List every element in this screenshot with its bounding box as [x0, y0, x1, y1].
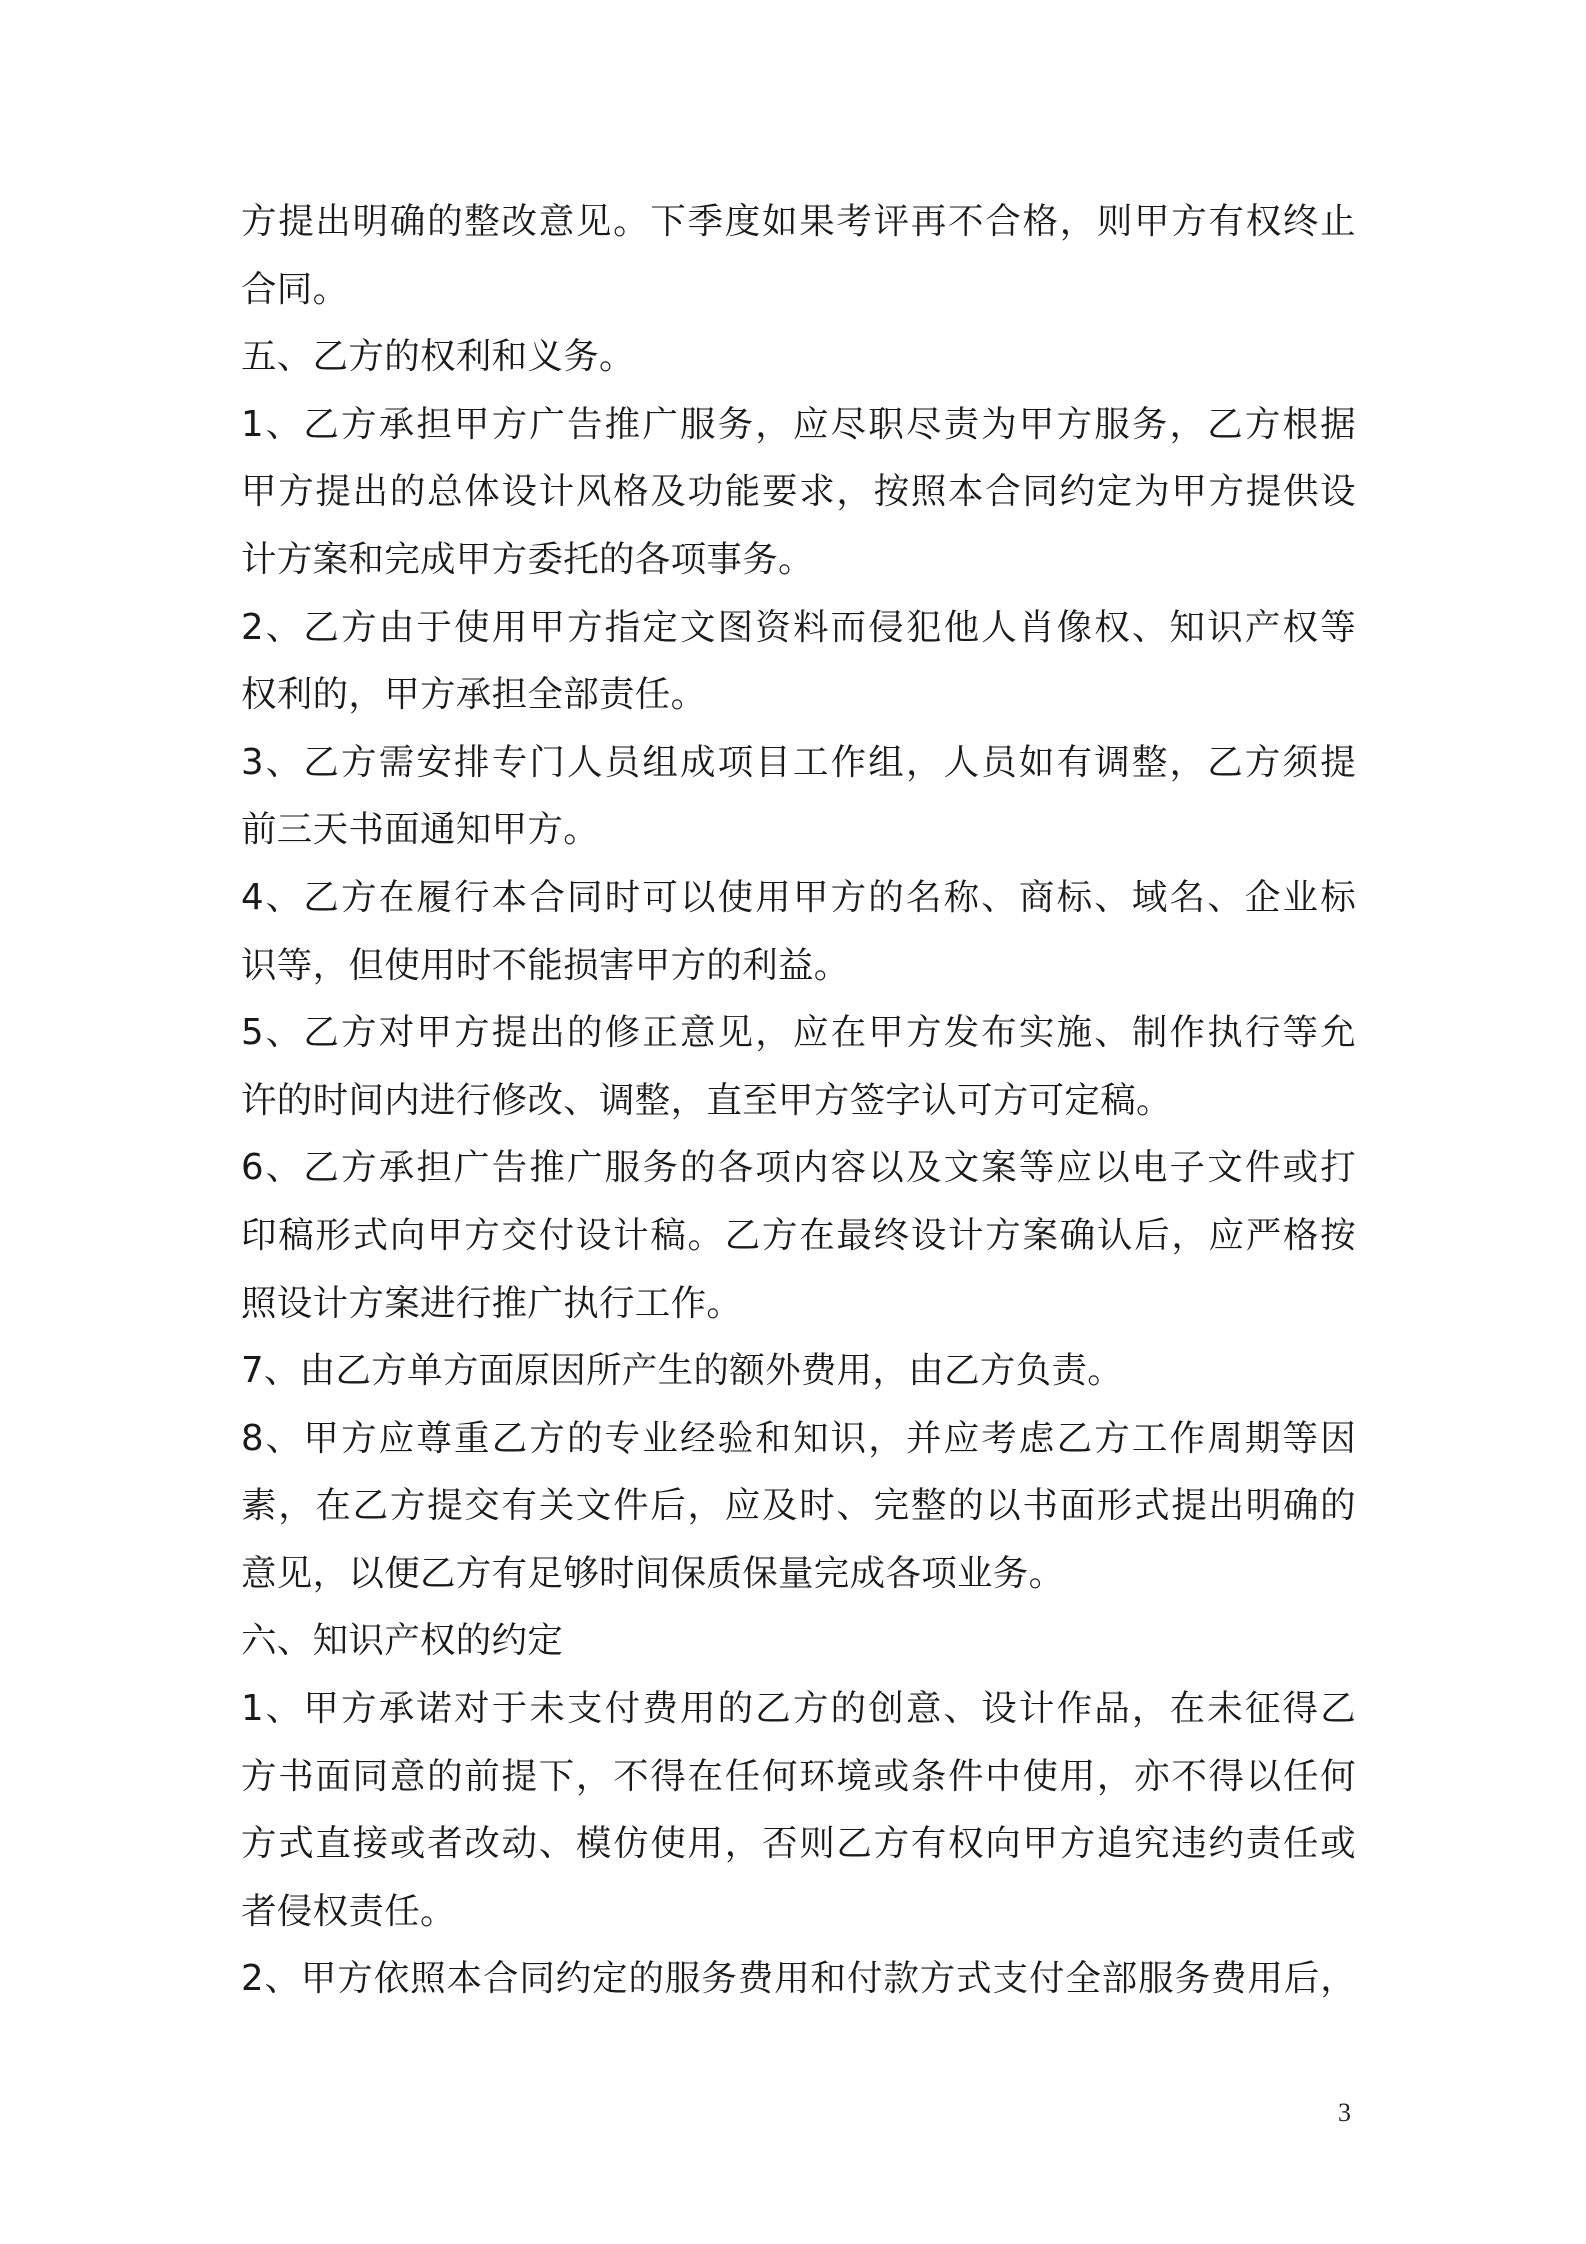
text-line: 1、乙方承担甲方广告推广服务，应尽职尽责为甲方服务，乙方根据	[241, 403, 1356, 445]
text-line: 4、乙方在履行本合同时可以使用甲方的名称、商标、域名、企业标	[241, 876, 1356, 918]
text-line: 者侵权责任。	[241, 1890, 456, 1932]
text-line: 方提出明确的整改意见。下季度如果考评再不合格，则甲方有权终止	[241, 201, 1356, 242]
section-heading: 五、乙方的权利和义务。	[241, 336, 635, 378]
text-line: 权利的，甲方承担全部责任。	[241, 674, 707, 716]
text-line: 识等，但使用时不能损害甲方的利益。	[241, 944, 850, 986]
text-line: 6、乙方承担广告推广服务的各项内容以及文案等应以电子文件或打	[241, 1147, 1356, 1189]
text-line: 5、乙方对甲方提出的修正意见，应在甲方发布实施、制作执行等允	[241, 1012, 1356, 1054]
text-line: 计方案和完成甲方委托的各项事务。	[241, 538, 814, 580]
section-heading: 六、知识产权的约定	[241, 1620, 564, 1662]
text-line: 2、乙方由于使用甲方指定文图资料而侵犯他人肖像权、知识产权等	[241, 606, 1356, 648]
text-line: 合同。	[241, 268, 349, 310]
text-line: 许的时间内进行修改、调整，直至甲方签字认可方可定稿。	[241, 1079, 1172, 1121]
text-line: 素，在乙方提交有关文件后，应及时、完整的以书面形式提出明确的	[241, 1485, 1356, 1527]
text-line: 方式直接或者改动、模仿使用，否则乙方有权向甲方追究违约责任或	[241, 1823, 1356, 1865]
text-line: 7、由乙方单方面原因所产生的额外费用，由乙方负责。	[241, 1350, 1124, 1392]
text-line: 前三天书面通知甲方。	[241, 809, 600, 851]
text-line: 方书面同意的前提下，不得在任何环境或条件中使用，亦不得以任何	[241, 1755, 1356, 1797]
text-line: 印稿形式向甲方交付设计稿。乙方在最终设计方案确认后，应严格按	[241, 1214, 1356, 1256]
text-line: 3、乙方需安排专门人员组成项目工作组，人员如有调整，乙方须提	[241, 741, 1356, 783]
text-line: 照设计方案进行推广执行工作。	[241, 1282, 743, 1324]
text-line: 甲方提出的总体设计风格及功能要求，按照本合同约定为甲方提供设	[241, 471, 1356, 513]
text-line: 1、甲方承诺对于未支付费用的乙方的创意、设计作品，在未征得乙	[241, 1688, 1356, 1730]
text-line: 8、甲方应尊重乙方的专业经验和知识，并应考虑乙方工作周期等因	[241, 1417, 1356, 1459]
text-line: 2、甲方依照本合同约定的服务费用和付款方式支付全部服务费用后，	[241, 1958, 1356, 2000]
page-number: 3	[1338, 2098, 1351, 2127]
document-body	[241, 188, 1356, 2013]
text-line: 意见，以便乙方有足够时间保质保量完成各项业务。	[241, 1552, 1065, 1594]
